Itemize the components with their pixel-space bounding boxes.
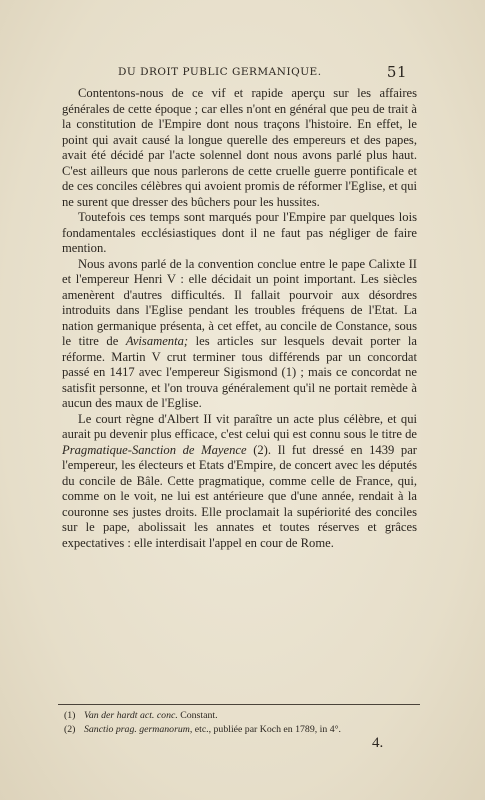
footnote-mark: (2) <box>64 724 76 735</box>
footnote-rule <box>58 704 420 705</box>
signature-mark: 4. <box>372 735 384 751</box>
italic-run: Sanctio prag. germanorum <box>84 724 190 735</box>
italic-run: Avisamenta; <box>125 334 189 348</box>
text-run: (2). Il fut dressé en 1439 par l'empereur, les électeurs et Etats d'Empire, de concert avec les députés du concile de Bâle. Cette pragmatique, comme celle de France, qui, comme on le voit, ne lui est antérieure que d'une année, rendait à la couronne ses justes droits. Elle proclamait la supériorité des conciles sur le pape, abolissait les annates et toutes réserves et grâces expectatives : elle interdisait l'appel en cour de Rome. <box>62 442 417 550</box>
paragraph <box>62 257 417 412</box>
body-text <box>62 86 417 551</box>
italic-run: Pragmatique-Sanction de Mayence <box>62 442 247 457</box>
text-run: Toutefois ces temps sont marqués pour l'Empire par quelques lois fondamentales ecclésiastiques dont il ne faut pas négliger de faire mention. <box>62 210 417 255</box>
page-number: 51 <box>386 63 407 81</box>
footnote <box>64 723 419 737</box>
running-head: DU DROIT PUBLIC GERMANIQUE. <box>118 66 322 78</box>
paragraph <box>62 210 417 257</box>
text-run: Constant. <box>177 710 218 721</box>
paragraph <box>62 412 417 552</box>
paragraph <box>62 86 417 210</box>
text-run: Contentons-nous de ce vif et rapide aperçu sur les affaires générales de cette époque ; car elles n'ont en général que peu de trait à la constitution de l'Empire dont nous traçons l'histoire. En effet, le point qui avait causé la longue querelle des empereurs et des papes, avait été décidé par l'acte solennel dont nous avons parlé plus haut. C'est ailleurs que nous parlerons de cette cruelle guerre pontificale et de ces conciles célèbres qui avoient promis de réformer l'Eglise, et qui ne surent que dresser des bûchers pour les hussites. <box>62 86 417 209</box>
text-run: , etc., publiée par Koch en 1789, in 4°. <box>189 724 341 735</box>
text-run: Le court règne d'Albert II vit paraître un acte plus célèbre, et qui aurait pu devenir plus efficace, c'est celui qui est connu sous le titre de <box>62 411 417 441</box>
text-run: les articles sur lesquels devait porter la réforme. Martin V crut terminer tous différends par un concordat passé en 1417 avec l'empereur Sigismond (1) ; mais ce concordat ne satisfit personne, et l'on trouva généralement qu'il ne portait remède à aucun des maux de l'Eglise. <box>62 334 417 410</box>
text-run: Nous avons parlé de la convention conclue entre le pape Calixte II et l'empereur Henri V : elle décidait un point important. Les siècles amenèrent d'autres difficultés. Il fallait pourvoir aux désordres introduits dans l'Eglise pendant les troubles fréquens de l'Etat. La nation germanique présenta, à cet effet, au concile de Constance, sous le titre de <box>62 256 417 348</box>
footnotes <box>64 709 419 737</box>
footnote <box>64 709 419 723</box>
italic-run: Van der hardt act. conc. <box>84 710 178 721</box>
footnote-mark: (1) <box>64 710 76 721</box>
